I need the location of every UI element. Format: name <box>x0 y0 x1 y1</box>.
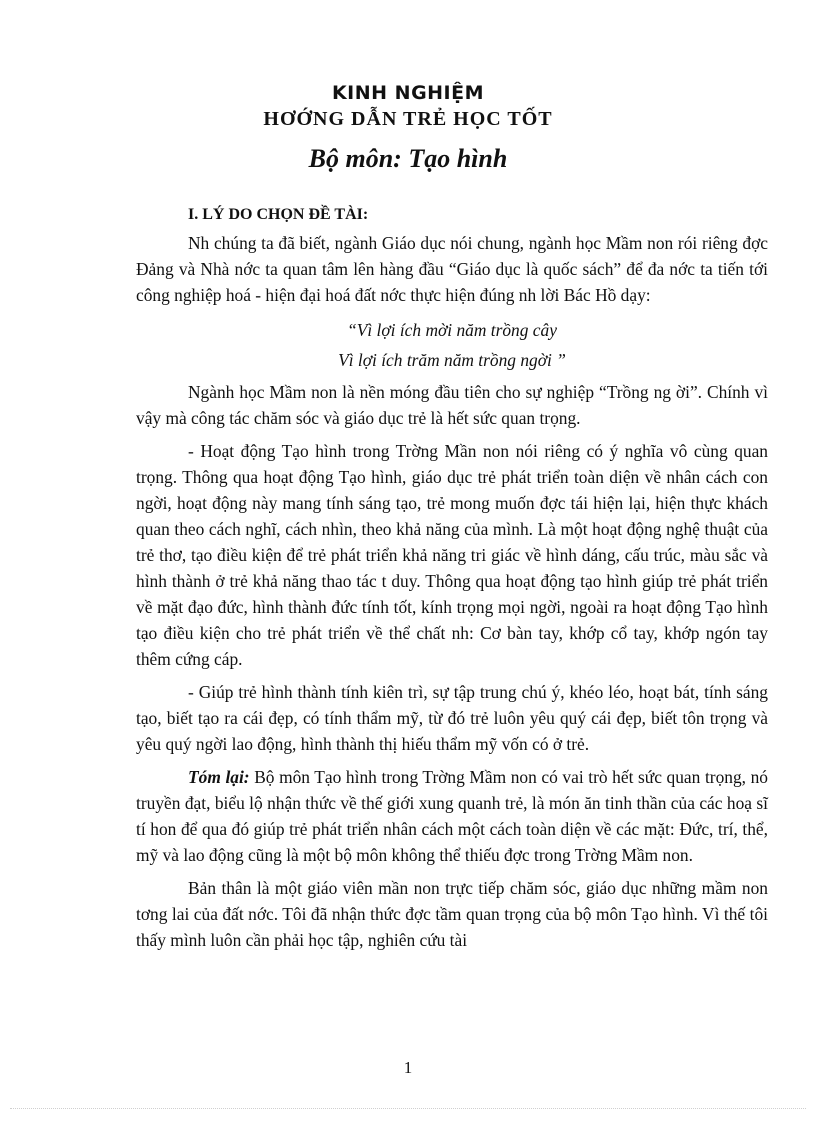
paragraph-4: - Giúp trẻ hình thành tính kiên trì, sự tập trung chú ý, khéo léo, hoạt bát, tính sáng tạo, biết tạo ra cái đẹp, có tính thẩm mỹ, từ đó trẻ luôn yêu quý cái đẹp, biết tôn trọng và yêu quý ngời lao động, hình thành thị hiếu thẩm mỹ vốn có ở trẻ. <box>136 682 768 754</box>
summary-label: Tóm lại: <box>188 767 250 787</box>
paragraph-5-text: Bộ môn Tạo hình trong Trờng Mầm non có vai trò hết sức quan trọng, nó truyền đạt, biểu lộ nhận thức về thế giới xung quanh trẻ, là món ăn tinh thần của các hoạ sĩ tí hon để qua đó giúp trẻ phát triển nhân cách một cách toàn diện về các mặt: Đức, trí, thể, mỹ và lao động cũng là một bộ môn không thể thiếu đợc trong Trờng Mầm non. <box>136 767 768 865</box>
paragraph-2: Ngành học Mầm non là nền móng đầu tiên cho sự nghiệp “Trồng ng ời”. Chính vì vậy mà công tác chăm sóc và giáo dục trẻ là hết sức quan trọng. <box>136 382 768 428</box>
document-body <box>136 202 768 960</box>
paragraph-5 <box>136 764 768 868</box>
footer-divider <box>10 1108 806 1109</box>
paragraph-1: Nh chúng ta đã biết, ngành Giáo dục nói chung, ngành học Mầm non rói riêng đợc Đảng và Nhà nớc ta quan tâm lên hàng đầu “Giáo dục là quốc sách” để đa nớc ta tiến tới công nghiệp hoá - hiện đại hoá đất nớc thực hiện đúng nh lời Bác Hồ dạy: <box>136 233 768 305</box>
title-line-2: HƠỚNG DẪN TRẺ HỌC TỐT <box>263 108 553 130</box>
paragraph-3: - Hoạt động Tạo hình trong Trờng Mần non nói riêng có ý nghĩa vô cùng quan trọng. Thông qua hoạt động Tạo hình, giáo dục trẻ phát triển toàn diện về nhân cách con ngời, hoạt động này mang tính sáng tạo, trẻ mong muốn đợc tái hiện lại, hiện thực khách quan theo cách nghĩ, cách nhìn, theo khả năng của mình. Là một hoạt động nghệ thuật của trẻ thơ, tạo điều kiện để trẻ phát triển khả năng tri giác về hình dáng, cấu trúc, màu sắc và hình thành ở trẻ khả năng thao tác t duy. Thông qua hoạt động tạo hình giúp trẻ phát triển về mặt đạo đức, hình thành đức tính tốt, kính trọng mọi ngời, ngoài ra hoạt động Tạo hình tạo điều kiện cho trẻ phát triển về thể chất nh: Cơ bàn tay, khớp cổ tay, khớp ngón tay thêm cứng cáp. <box>136 441 768 669</box>
quote-line-1: “Vì lợi ích mời năm trồng cây <box>347 320 557 340</box>
section-heading: I. LÝ DO CHỌN ĐỀ TÀI: <box>188 206 369 223</box>
title-subject: Bộ môn: Tạo hình <box>308 144 508 173</box>
page-number: 1 <box>403 1058 413 1077</box>
paragraph-6: Bản thân là một giáo viên mần non trực tiếp chăm sóc, giáo dục những mầm non tơng lai của đất nớc. Tôi đã nhận thức đợc tầm quan trọng của bộ môn Tạo hình. Vì thế tôi thấy mình luôn cần phải học tập, nghiên cứu tài <box>136 878 768 950</box>
quote-line-2: Vì lợi ích trăm năm trồng ngời ” <box>338 350 566 370</box>
title-line-1: KINH NGHIỆM <box>331 82 485 104</box>
